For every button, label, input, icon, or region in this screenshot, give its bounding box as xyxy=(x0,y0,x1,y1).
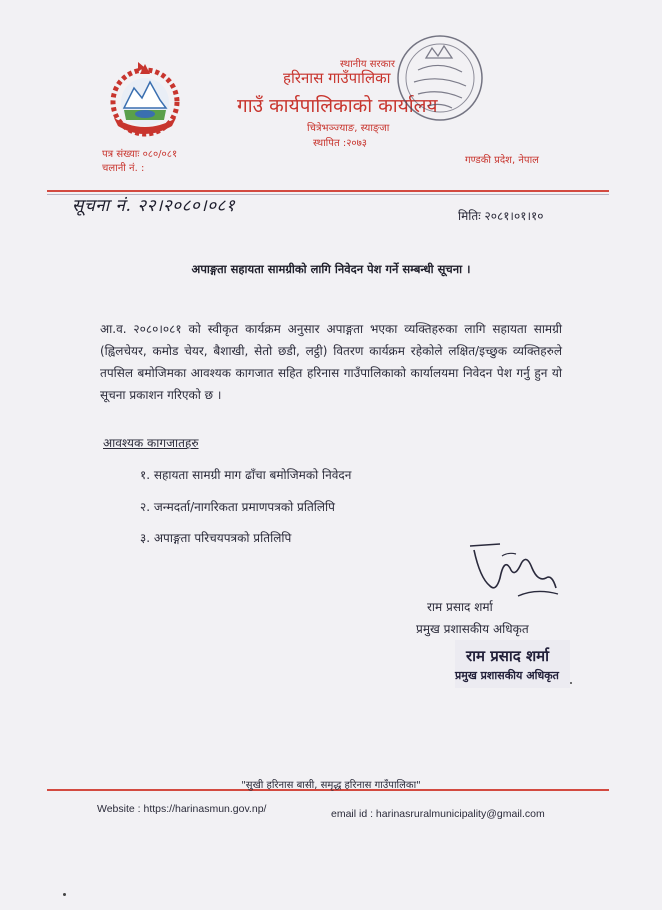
required-documents-heading: आवश्यक कागजातहरु xyxy=(103,436,199,450)
footer-email: email id : harinasruralmunicipality@gmail.com xyxy=(331,808,545,820)
footer-website: Website : https://harinasmun.gov.np/ xyxy=(97,803,267,815)
local-government-label: स्थानीय सरकार xyxy=(340,59,395,70)
document-item: २. जन्मदर्ता/नागरिकता प्रमाणपत्रको प्रतिलिपि xyxy=(140,500,335,514)
letter-reference-number: पत्र संख्याः ०८०/०८१ xyxy=(102,149,178,160)
signatory-name: राम प्रसाद शर्मा xyxy=(427,600,493,614)
signatory-title: प्रमुख प्रशासकीय अधिकृत xyxy=(416,622,529,636)
notice-body: आ.व. २०८०।०८१ को स्वीकृत कार्यक्रम अनुसार अपाङ्गता भएका व्यक्तिहरुका लागि सहायता सामग्री (ह्विलचेयर, कमोड चेयर, बैशाखी, सेतो छडी, लट्ठी) वितरण कार्यक्रम रहेकोले लक्षित/इच्छुक व्यक्तिहरुले तपसिल बमोजिमका आवश्यक कागजात सहित हरिनास गाउँपालिकाको कार्यालयमा निवेदन पेश गर्नु हुन यो सूचना प्रकाशन गरिएको छ । xyxy=(100,322,562,402)
notice-subject: अपाङ्गता सहायता सामग्रीको लागि निवेदन पेश गर्ने सम्बन्धी सूचना । xyxy=(191,262,471,276)
established-year: स्थापित :२०७३ xyxy=(313,138,367,149)
footer-slogan: "सुखी हरिनास बासी, समृद्ध हरिनास गाउँपालिका" xyxy=(241,780,421,791)
scan-speck xyxy=(570,682,572,684)
notice-number: सूचना नं. २२।२०८०।०८१ xyxy=(72,196,236,216)
document-item: ३. अपाङ्गता परिचयपत्रको प्रतिलिपि xyxy=(140,531,292,545)
scan-speck xyxy=(63,893,66,896)
province-label: गण्डकी प्रदेश, नेपाल xyxy=(465,155,539,166)
document-item: १. सहायता सामग्री माग ढाँचा बमोजिमको निवेदन xyxy=(140,468,352,482)
seal-title: प्रमुख प्रशासकीय अधिकृत xyxy=(455,669,559,682)
office-round-stamp-icon xyxy=(388,30,492,130)
notice-date: मितिः २०८१।०१।१० xyxy=(458,209,544,223)
palika-name: हरिनास गाउँपालिका xyxy=(283,69,391,87)
nepal-emblem-icon xyxy=(100,58,190,140)
header-divider xyxy=(47,190,609,192)
dispatch-number: चलानी नं. : xyxy=(102,163,145,174)
seal-name: राम प्रसाद शर्मा xyxy=(466,647,550,665)
handwritten-signature-icon xyxy=(460,538,560,600)
office-title: गाउँ कार्यपालिकाको कार्यालय xyxy=(237,95,438,117)
office-address: चित्रेभञ्ज्याङ, स्याङ्जा xyxy=(307,123,390,134)
